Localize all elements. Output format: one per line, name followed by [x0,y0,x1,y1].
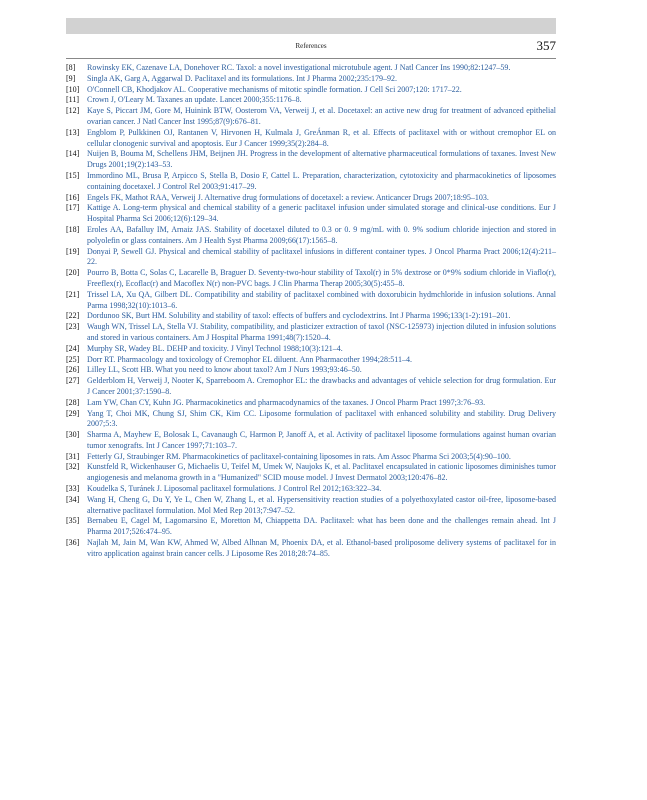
reference-citation-link[interactable]: Immordino ML, Brusa P, Arpicco S, Stella B, Dosio F, Cattel L. Preparation, characterization, cytotoxicity and pharmacokinetics of liposomes containing docetaxel. J Control Rel 2003;91:417–29. [87,170,556,191]
reference-number: [17] [66,203,80,213]
reference-item [66,398,556,409]
reference-citation-link[interactable]: Koudelka S, Turánek J. Liposomal paclitaxel formulations. J Control Rel 2012;163:322–34. [87,484,382,494]
reference-item [66,484,556,495]
reference-citation-link[interactable]: Engels FK, Mathot RAA, Verweij J. Alternative drug formulations of docetaxel: a review. Anticancer Drugs 2007;18:95–103. [87,192,489,202]
reference-item [66,495,556,517]
reference-citation-link[interactable]: Gelderblom H, Verweij J, Nooter K, Sparreboom A. Cremophor EL: the drawbacks and advantages of vehicle selection for drug formulation. Eur J Cancer 2001;37:1590–8. [87,376,556,396]
reference-number: [9] [66,73,76,83]
reference-item [66,203,556,225]
reference-citation-link[interactable]: Singla AK, Garg A, Aggarwal D. Paclitaxel and its formulations. Int J Pharma 2002;235:179–92. [87,73,398,83]
reference-number: [16] [66,192,80,202]
reference-list [66,63,556,560]
reference-citation-link[interactable]: Kunstfeld R, Wickenhauser G, Michaelis U, Teifel M, Umek W, Naujoks K, et al. Paclitaxel encapsulated in cationic liposomes diminishes tumor angiogenesis and melanoma growth in a "Humanized" SCID mouse model. J Invest Dermatol 2003;120:476–82. [87,462,556,483]
reference-citation-link[interactable]: Lilley LL, Scott HB. What you need to know about taxol? Am J Nurs 1993;93:46–50. [87,365,362,375]
reference-item [66,376,556,398]
reference-item [66,247,556,269]
reference-citation-link[interactable]: Wang H, Cheng G, Du Y, Ye L, Chen W, Zhang L, et al. Hypersensitivity reaction studies of a polyethoxylated castor oil-free, liposome-based alternative paclitaxel formulation. Mol Med Rep 2013;7:947–52. [87,494,556,515]
reference-item [66,365,556,376]
reference-item [66,63,556,74]
page-number: 357 [536,38,556,53]
reference-citation-link[interactable]: Fetterly GJ, Straubinger RM. Pharmacokinetics of paclitaxel-containing liposomes in rats. Am Assoc Pharma Sci 2003;5(4):90–100. [87,451,511,461]
reference-item [66,355,556,366]
reference-citation-link[interactable]: Yang T, Choi MK, Chung SJ, Shim CK, Kim CC. Liposome formulation of paclitaxel with enhanced solubility and stability. Drug Delivery 2007;5:3. [87,408,556,429]
reference-citation-link[interactable]: O'Connell CB, Khodjakov AL. Cooperative mechanisms of mitotic spindle formation. J Cell Sci 2007;120: 1717–22. [87,84,462,94]
reference-number: [10] [66,84,80,94]
reference-citation-link[interactable]: Sharma A, Mayhew E, Bolosak L, Cavanaugh C, Harmon P, Janoff A, et al. Activity of paclitaxel liposome formulations against human ovarian tumor xenografts. Int J Cancer 1997;71:103–7. [87,430,556,450]
reference-item [66,322,556,344]
reference-number: [26] [66,365,80,375]
reference-number: [8] [66,63,76,72]
reference-number: [21] [66,289,80,299]
reference-number: [12] [66,106,80,116]
reference-number: [22] [66,311,80,321]
reference-citation-link[interactable]: Trissel LA, Xu QA, Gilbert DL. Compatibility and stability of paclitaxel combined with doxorubicin hydmchloride in infusion solutions. Annal Parma 1998;32(10):1013–6. [87,289,556,310]
reference-item [66,106,556,128]
reference-number: [34] [66,494,80,504]
reference-item [66,409,556,431]
reference-citation-link[interactable]: Najlah M, Jain M, Wan KW, Ahmed W, Albed Alhnan M, Phoenix DA, et al. Ethanol-based proliposome delivery systems of paclitaxel for in vitro application against brain cancer cells. J Liposome Res 2018;28:74–85. [87,538,556,558]
reference-citation-link[interactable]: Dorr RT. Pharmacology and toxicology of Cremophor EL diluent. Ann Pharmacother 1994;28:511–4. [87,354,412,364]
reference-number: [35] [66,516,80,526]
reference-number: [36] [66,538,80,548]
reference-number: [30] [66,430,80,440]
reference-item [66,344,556,355]
reference-number: [13] [66,127,80,137]
header-divider [66,58,556,59]
header-bar [66,18,556,34]
reference-number: [15] [66,170,80,180]
reference-number: [19] [66,246,80,256]
reference-number: [23] [66,322,80,332]
reference-citation-link[interactable]: Dordunoo SK, Burt HM. Solubility and stability of taxol: effects of buffers and cyclodextrins. Int J Pharma 1996;133(1-2):191–201. [87,311,511,321]
reference-number: [11] [66,95,80,105]
reference-item [66,95,556,106]
reference-number: [14] [66,149,80,159]
reference-number: [28] [66,397,80,407]
reference-item [66,193,556,204]
reference-item [66,290,556,312]
reference-number: [24] [66,343,80,353]
reference-citation-link[interactable]: Kattige A. Long-term physical and chemical stability of a generic paclitaxel infusion under simulated storage and clinical-use conditions. Eur J Hospital Pharma Sci 2006;12(6):129–34. [87,203,556,224]
reference-number: [27] [66,376,80,386]
page-header [66,38,556,58]
reference-citation-link[interactable]: Rowinsky EK, Cazenave LA, Donehover RC. Taxol: a novel investigational microtubule agent. J Natl Cancer Ins 1990;82:1247–59. [87,63,511,72]
reference-number: [18] [66,224,80,234]
running-title: References [295,42,327,50]
reference-item [66,538,556,560]
reference-item [66,268,556,290]
reference-item [66,311,556,322]
reference-citation-link[interactable]: Bernabeu E, Cagel M, Lagomarsino E, Moretton M, Chiappetta DA. Paclitaxel: what has been done and the challenges remain ahead. Int J Pharma 2017;526:474–95. [87,516,556,537]
reference-citation-link[interactable]: Eroles AA, Bafalluy IM, Arnaiz JAS. Stability of docetaxel diluted to 0.3 or 0. 9 mg/mL with 0. 9% sodium chloride injection and stored in polyolefin or glass containers. Am J Health Syst Pharma 2009;66(17):1565–8. [87,224,556,245]
reference-citation-link[interactable]: Kaye S, Piccart JM, Gore M, Huinink BTW, Oosterom VA, Verweij J, et al. Docetaxel: an active new drug for treatment of advanced epithelial ovarian cancer. J Natl Cancer Inst 1995;87(9):676–81. [87,106,556,126]
reference-number: [33] [66,484,80,494]
reference-item [66,85,556,96]
reference-item [66,225,556,247]
reference-citation-link[interactable]: Murphy SR, Wadey BL. DEHP and toxicity. J Vinyl Technol 1988;10(3):121–4. [87,343,343,353]
reference-item [66,74,556,85]
reference-number: [31] [66,451,80,461]
reference-item [66,128,556,150]
reference-item [66,452,556,463]
reference-citation-link[interactable]: Nuijen B, Bouma M, Schellens JHM, Beijnen JH. Progress in the development of alternative pharmaceutical formulations of taxanes. Invest New Drugs 2001;19(2):143–53. [87,149,556,170]
reference-citation-link[interactable]: Pourro B, Botta C, Solas C, Lacarelle B, Braguer D. Seventy-two-hour stability of Taxol(r) in 5% dextrose or 0*9% sodium chloride in Viaflo(r), Freeflex(r), Ecoflac(r) and Macoflex N(r) non-PVC bags. J Clin Pharma Therap 2005;30(5):455–8. [87,268,556,288]
reference-citation-link[interactable]: Donyai P, Sewell GJ. Physical and chemical stability of paclitaxel infusions in different container types. J Oncol Pharma Pract 2006;12(4):211–22. [87,246,556,267]
reference-citation-link[interactable]: Waugh WN, Trissel LA, Stella VJ. Stability, compatibility, and plasticizer extraction of taxol (NSC-125973) injection diluted in infusion solutions and stored in various containers. Am J Hospital Pharma 1991;48(7):1520–4. [87,322,556,342]
reference-item [66,149,556,171]
reference-item [66,171,556,193]
reference-citation-link[interactable]: Engblom P, Pulkkinen OJ, Rantanen V, Hirvonen H, Kulmala J, GreÁnman R, et al. Effects of paclitaxel with or without cremophor EL on cellular clonogenic survival and apoptosis. Eur J Cancer 1999;35(2):284–8. [87,127,556,148]
reference-number: [32] [66,462,80,472]
reference-item [66,516,556,538]
reference-number: [29] [66,408,80,418]
reference-citation-link[interactable]: Crown J, O'Leary M. Taxanes an update. Lancet 2000;355:1176–8. [87,95,302,105]
reference-item [66,430,556,452]
reference-item [66,462,556,484]
reference-number: [25] [66,354,80,364]
reference-number: [20] [66,268,80,278]
reference-citation-link[interactable]: Lam YW, Chan CY, Kuhn JG. Pharmacokinetics and pharmacodynamics of the taxanes. J Oncol Pharm Pract 1997;3:76–93. [87,397,486,407]
